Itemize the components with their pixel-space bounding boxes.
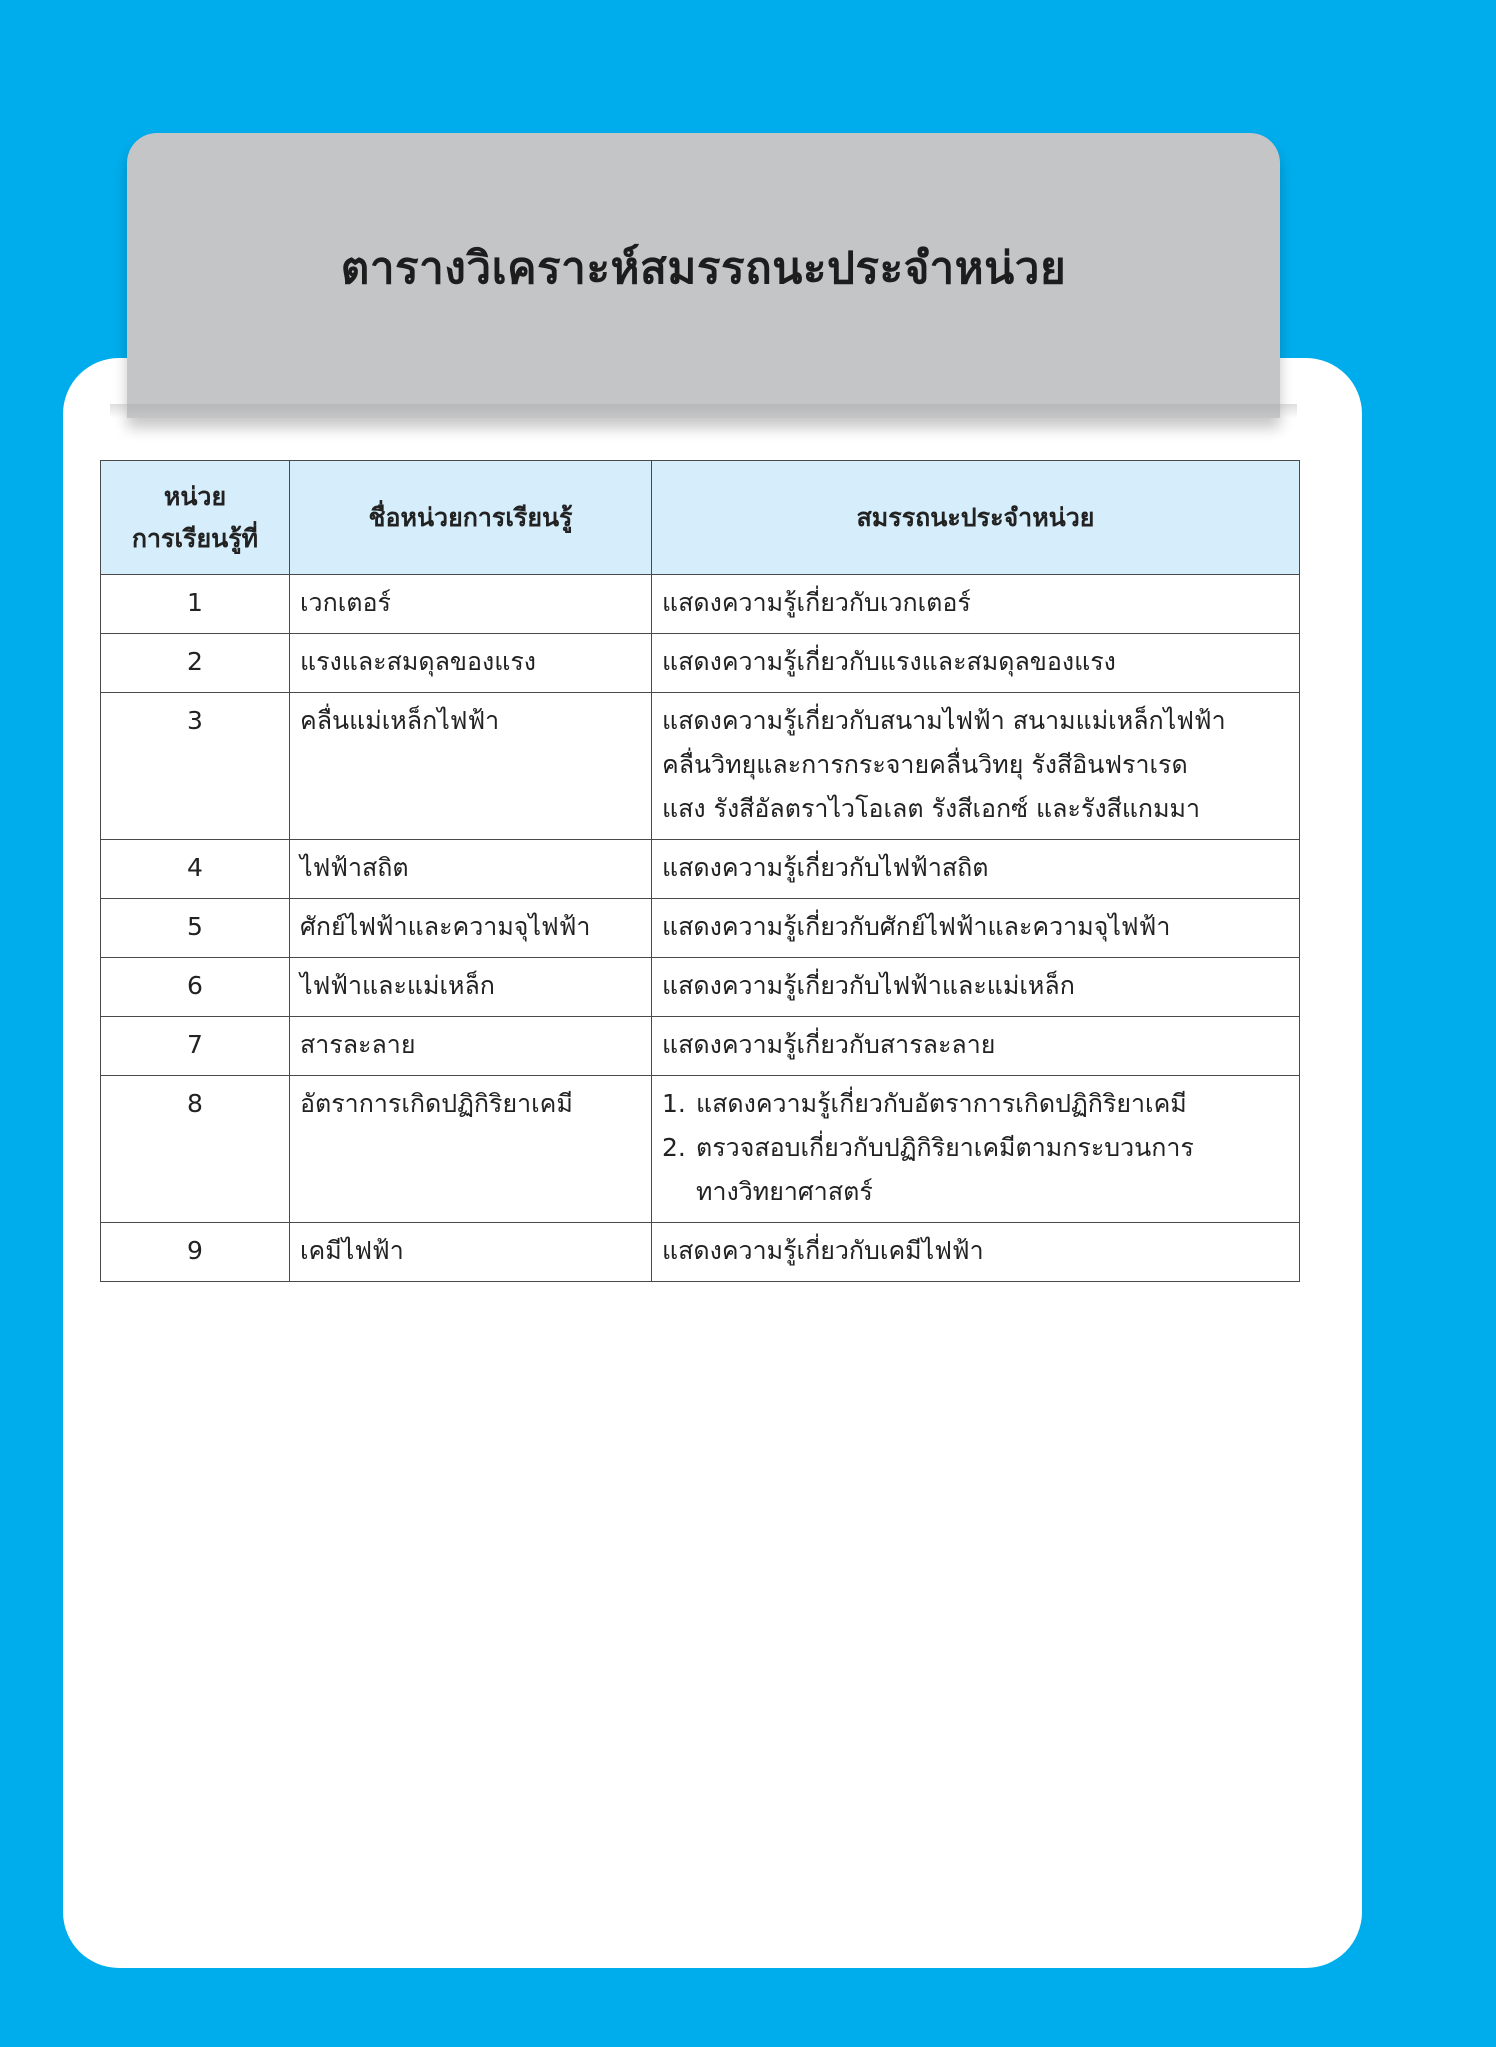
competency-line: แสดงความรู้เกี่ยวกับไฟฟ้าและแม่เหล็ก	[662, 971, 1075, 1000]
table-row	[101, 693, 1300, 840]
table-row	[101, 840, 1300, 899]
header-unit-number-line1: หน่วย	[163, 481, 227, 511]
competency-line: ตรวจสอบเกี่ยวกับปฏิกิริยาเคมีตามกระบวนการ	[696, 1133, 1194, 1162]
competency-item-text	[696, 1082, 1289, 1126]
page-title: ตารางวิเคราะห์สมรรถนะประจำหน่วย	[340, 243, 1067, 294]
unit-number-cell: 8	[101, 1076, 290, 1223]
competency-cell	[652, 1076, 1300, 1223]
unit-name-cell: แรงและสมดุลของแรง	[290, 634, 652, 693]
unit-number-cell: 3	[101, 693, 290, 840]
unit-name-cell: ไฟฟ้าและแม่เหล็ก	[290, 958, 652, 1017]
competency-line: แสง รังสีอัลตราไวโอเลต รังสีเอกซ์ และรังสีแกมมา	[662, 794, 1201, 823]
competency-cell	[652, 1223, 1300, 1282]
banner-shadow	[110, 404, 1297, 418]
header-unit-name: ชื่อหน่วยการเรียนรู้	[290, 461, 652, 575]
table-header-row	[101, 461, 1300, 575]
competency-line: แสดงความรู้เกี่ยวกับสารละลาย	[662, 1030, 996, 1059]
unit-name-cell: สารละลาย	[290, 1017, 652, 1076]
competency-list-item	[662, 1126, 1289, 1214]
competency-cell	[652, 958, 1300, 1017]
unit-name-cell: ศักย์ไฟฟ้าและความจุไฟฟ้า	[290, 899, 652, 958]
unit-number-cell: 4	[101, 840, 290, 899]
table-row	[101, 958, 1300, 1017]
competency-list-item	[662, 1082, 1289, 1126]
unit-number-cell: 6	[101, 958, 290, 1017]
competency-cell	[652, 634, 1300, 693]
competency-cell	[652, 693, 1300, 840]
header-unit-number	[101, 461, 290, 575]
unit-number-cell: 7	[101, 1017, 290, 1076]
unit-name-cell: เคมีไฟฟ้า	[290, 1223, 652, 1282]
competency-table	[100, 460, 1300, 1282]
unit-name-cell: อัตราการเกิดปฏิกิริยาเคมี	[290, 1076, 652, 1223]
table-row	[101, 634, 1300, 693]
unit-name-cell: ไฟฟ้าสถิต	[290, 840, 652, 899]
competency-item-text	[696, 1126, 1289, 1214]
header-competency: สมรรถนะประจำหน่วย	[652, 461, 1300, 575]
competency-line: แสดงความรู้เกี่ยวกับแรงและสมดุลของแรง	[662, 647, 1116, 676]
unit-number-cell: 5	[101, 899, 290, 958]
competency-line: แสดงความรู้เกี่ยวกับเคมีไฟฟ้า	[662, 1236, 984, 1265]
table-row	[101, 1076, 1300, 1223]
competency-line: แสดงความรู้เกี่ยวกับเวกเตอร์	[662, 588, 971, 617]
competency-line: แสดงความรู้เกี่ยวกับอัตราการเกิดปฏิกิริยาเคมี	[696, 1089, 1187, 1118]
competency-line: แสดงความรู้เกี่ยวกับศักย์ไฟฟ้าและความจุไฟฟ้า	[662, 912, 1171, 941]
title-banner	[127, 133, 1280, 418]
competency-line: ทางวิทยาศาสตร์	[696, 1177, 873, 1206]
table-row	[101, 1223, 1300, 1282]
unit-name-cell: เวกเตอร์	[290, 575, 652, 634]
competency-line: แสดงความรู้เกี่ยวกับสนามไฟฟ้า สนามแม่เหล็กไฟฟ้า	[662, 706, 1226, 735]
competency-line: คลื่นวิทยุและการกระจายคลื่นวิทยุ รังสีอินฟราเรด	[662, 750, 1188, 779]
competency-item-number: 2.	[662, 1133, 686, 1162]
competency-line: แสดงความรู้เกี่ยวกับไฟฟ้าสถิต	[662, 853, 989, 882]
competency-cell	[652, 899, 1300, 958]
unit-number-cell: 1	[101, 575, 290, 634]
table-row	[101, 575, 1300, 634]
competency-cell	[652, 840, 1300, 899]
competency-item-number: 1.	[662, 1089, 686, 1118]
unit-number-cell: 2	[101, 634, 290, 693]
unit-name-cell: คลื่นแม่เหล็กไฟฟ้า	[290, 693, 652, 840]
table-row	[101, 899, 1300, 958]
competency-cell	[652, 575, 1300, 634]
header-unit-number-line2: การเรียนรู้ที่	[131, 523, 259, 553]
table-body	[101, 575, 1300, 1282]
table-row	[101, 1017, 1300, 1076]
unit-number-cell: 9	[101, 1223, 290, 1282]
competency-cell	[652, 1017, 1300, 1076]
